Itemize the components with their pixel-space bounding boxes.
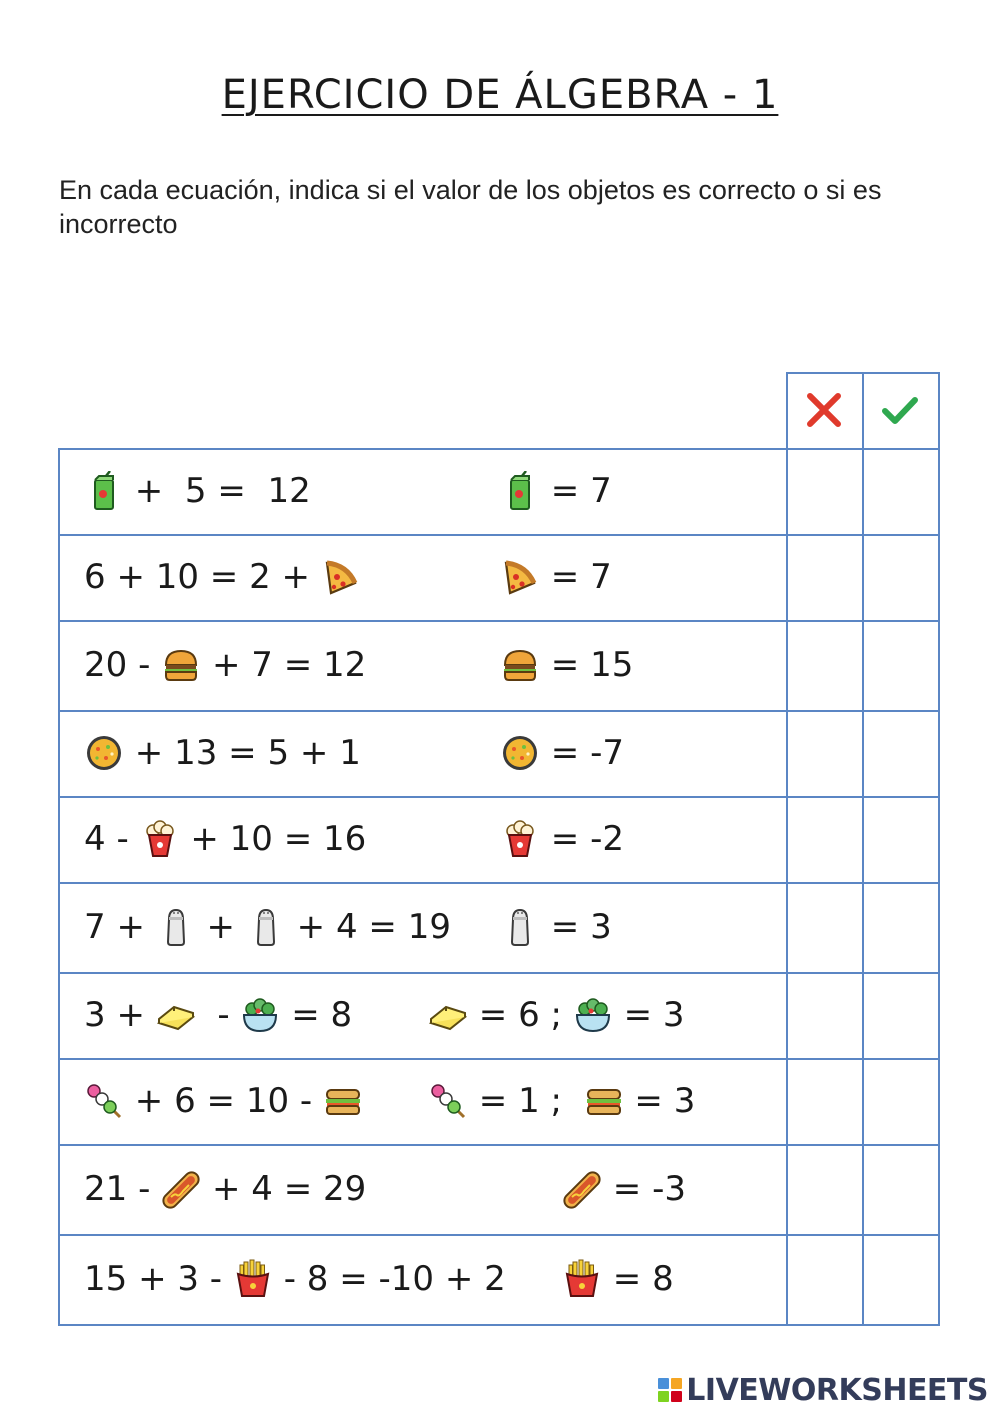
correct-answer-cell[interactable] (862, 448, 938, 534)
proposed-solution (500, 534, 612, 620)
incorrect-answer-cell[interactable] (786, 534, 862, 620)
proposed-solution (500, 620, 633, 710)
correct-answer-cell[interactable] (862, 534, 938, 620)
equation-text: 12 (256, 471, 311, 511)
table-row (58, 710, 786, 796)
table-grid-line (58, 972, 938, 974)
salt-shaker-icon (500, 907, 540, 947)
liveworksheets-logo-icon (658, 1378, 682, 1402)
equation-text: + 6 = 10 - (124, 1081, 323, 1121)
correct-answer-cell[interactable] (862, 710, 938, 796)
incorrect-answer-cell[interactable] (786, 448, 862, 534)
incorrect-answer-cell[interactable] (786, 710, 862, 796)
table-grid-line (58, 534, 938, 536)
equation (84, 620, 366, 710)
equation-text: 6 + 10 = 2 + (84, 557, 321, 597)
equation-text: - (195, 995, 241, 1035)
equation-text: = 1 ; (468, 1081, 584, 1121)
equation-text: 4 - (84, 819, 140, 859)
equation (84, 710, 361, 796)
table-row (58, 1058, 786, 1144)
red-x-icon (786, 372, 862, 448)
liveworksheets-footer[interactable] (658, 1372, 988, 1408)
incorrect-answer-cell[interactable] (786, 972, 862, 1058)
equation-text: = -3 (602, 1169, 687, 1209)
table-row (58, 620, 786, 710)
incorrect-answer-cell[interactable] (786, 1144, 862, 1234)
equation (84, 1234, 506, 1324)
burger-icon (500, 645, 540, 685)
paella-icon (500, 733, 540, 773)
equation-text: = 3 (623, 1081, 696, 1121)
incorrect-answer-cell[interactable] (786, 882, 862, 972)
paella-icon (84, 733, 124, 773)
incorrect-answer-cell[interactable] (786, 620, 862, 710)
dango-icon (428, 1081, 468, 1121)
equation-text: + 7 = 12 (201, 645, 367, 685)
equation (84, 448, 311, 534)
equation-text: 15 + 3 - (84, 1259, 233, 1299)
green-check-icon (862, 372, 938, 448)
incorrect-answer-cell[interactable] (786, 1234, 862, 1324)
proposed-solution (428, 1058, 695, 1144)
table-row (58, 796, 786, 882)
proposed-solution (562, 1144, 686, 1234)
table-grid-line (58, 1058, 938, 1060)
equation-text: = 8 (602, 1259, 674, 1299)
table-grid-line (58, 1144, 938, 1146)
correct-answer-cell[interactable] (862, 1144, 938, 1234)
equation-text: + (124, 471, 175, 511)
table-row (58, 448, 786, 534)
sandwich-icon (584, 1081, 624, 1121)
equation-text: + 13 = 5 + 1 (124, 733, 361, 773)
fries-icon (233, 1259, 273, 1299)
equation-text: + 4 = 29 (201, 1169, 367, 1209)
butter-icon (428, 995, 468, 1035)
correct-answer-cell[interactable] (862, 620, 938, 710)
fries-icon (562, 1259, 602, 1299)
table-row (58, 882, 786, 972)
equation (84, 1058, 363, 1144)
equation-text: = -7 (540, 733, 625, 773)
equation-text: = 7 (540, 471, 612, 511)
correct-answer-cell[interactable] (862, 972, 938, 1058)
proposed-solution (500, 882, 612, 972)
table-row (58, 534, 786, 620)
instructions-text: En cada ecuación, indica si el valor de los objetos es correcto o si es incorrecto (59, 175, 882, 239)
salad-icon (573, 995, 613, 1035)
incorrect-answer-cell[interactable] (786, 1058, 862, 1144)
proposed-solution (562, 1234, 674, 1324)
equation (84, 882, 451, 972)
equation-text: 21 - (84, 1169, 162, 1209)
salad-icon (240, 995, 280, 1035)
equation (84, 534, 361, 620)
salt-shaker-icon (156, 907, 196, 947)
correct-answer-cell[interactable] (862, 1058, 938, 1144)
table-grid-line (938, 372, 940, 1326)
equation-text: = -2 (540, 819, 625, 859)
equation-text: = 3 (540, 907, 612, 947)
correct-answer-cell[interactable] (862, 796, 938, 882)
equation-text: + (195, 907, 246, 947)
dango-icon (84, 1081, 124, 1121)
equation-text: 3 + (84, 995, 156, 1035)
brand-name: LIVEWORKSHEETS (686, 1372, 988, 1408)
equation-text: 7 + (84, 907, 156, 947)
burger-icon (161, 645, 201, 685)
equation-text: 20 - (84, 645, 162, 685)
table-grid-line (58, 796, 938, 798)
hotdog-icon (161, 1169, 201, 1209)
table-grid-line (58, 1324, 940, 1326)
table-grid-line (58, 1234, 938, 1236)
equation (84, 1144, 366, 1234)
proposed-solution (500, 710, 624, 796)
hotdog-icon (562, 1169, 602, 1209)
butter-icon (156, 995, 196, 1035)
equation-text: = 15 (540, 645, 634, 685)
equation (84, 972, 352, 1058)
incorrect-answer-cell[interactable] (786, 796, 862, 882)
page-title: EJERCICIO DE ÁLGEBRA - 1 (221, 72, 779, 118)
equation-text: = 6 ; (468, 995, 573, 1035)
equation-text: = 8 (280, 995, 353, 1035)
table-row (58, 1234, 786, 1324)
table-row (58, 972, 786, 1058)
sandwich-icon (323, 1081, 363, 1121)
table-grid-line (58, 620, 938, 622)
proposed-solution (428, 972, 685, 1058)
juice-box-icon (84, 471, 124, 511)
equation-text: = 7 (540, 557, 612, 597)
popcorn-icon (500, 819, 540, 859)
juice-box-icon (500, 471, 540, 511)
table-grid-line (58, 710, 938, 712)
equation-text: 5 = (174, 471, 257, 511)
table-grid-line (862, 372, 864, 1324)
correct-answer-cell[interactable] (862, 882, 938, 972)
equation-text: + 4 = 19 (285, 907, 451, 947)
pizza-icon (500, 557, 540, 597)
equation-text: - 8 = -10 + 2 (272, 1259, 506, 1299)
table-grid-line (786, 372, 788, 1324)
proposed-solution (500, 796, 624, 882)
equation-text: + 10 = 16 (179, 819, 367, 859)
table-grid-line (58, 882, 938, 884)
pizza-icon (321, 557, 361, 597)
equation (84, 796, 366, 882)
table-grid-line (58, 448, 938, 450)
correct-answer-cell[interactable] (862, 1234, 938, 1324)
salt-shaker-icon (246, 907, 286, 947)
proposed-solution (500, 448, 612, 534)
popcorn-icon (140, 819, 180, 859)
table-row (58, 1144, 786, 1234)
equation-text: = 3 (612, 995, 685, 1035)
table-grid-line (58, 448, 60, 1324)
